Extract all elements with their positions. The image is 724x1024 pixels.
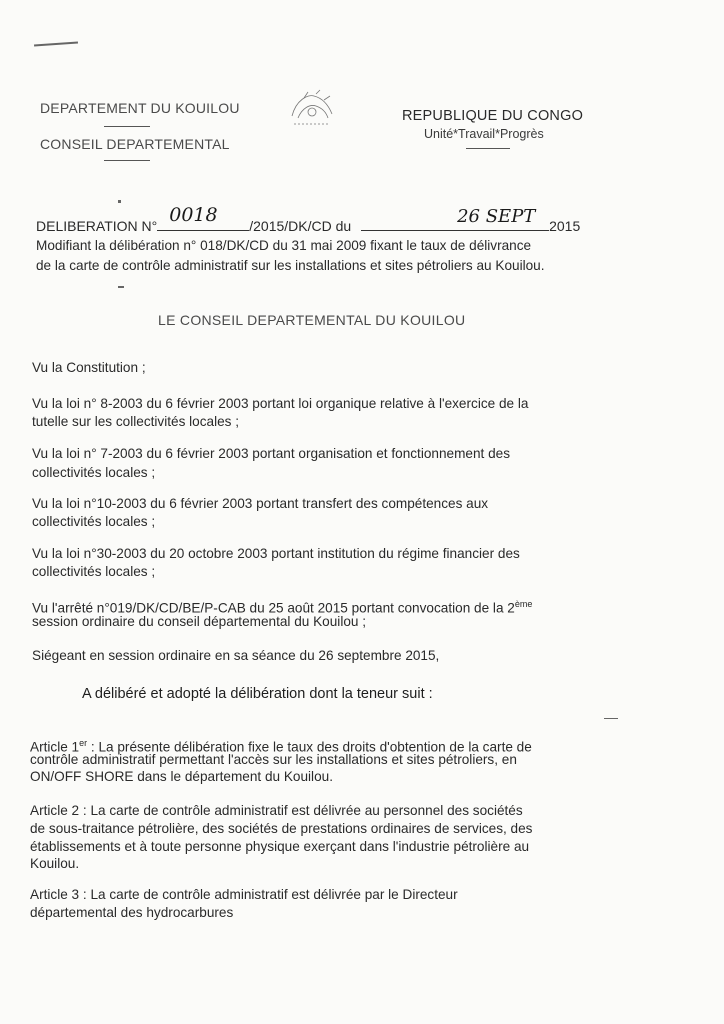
header-rule xyxy=(466,148,510,149)
official-seal-icon xyxy=(284,86,340,130)
visa-loi-8-2003-line-1: Vu la loi n° 8-2003 du 6 février 2003 portant loi organique relative à l'exercice de la xyxy=(32,396,529,411)
visa-loi-10-2003-line-2: collectivités locales ; xyxy=(32,514,156,529)
subject-line-1: Modifiant la délibération n° 018/DK/CD du 31 mai 2009 fixant le taux de délivrance xyxy=(36,238,532,253)
handwritten-date: 26 SEPT xyxy=(457,206,536,227)
scan-mark xyxy=(604,718,618,719)
scan-mark xyxy=(118,200,121,203)
handwritten-number: 0018 xyxy=(169,204,218,226)
article-1-suffix: er xyxy=(79,738,88,748)
department-name: DEPARTEMENT DU KOUILOU xyxy=(40,100,240,116)
article-2-line-3: établissements et à toute personne physique exerçant dans l'industrie pétrolière au xyxy=(30,839,530,854)
visa-loi-7-2003-line-2: collectivités locales ; xyxy=(32,465,156,480)
council-title: LE CONSEIL DEPARTEMENTAL DU KOUILOU xyxy=(158,312,466,328)
subject-line-2: de la carte de contrôle administratif sur les installations et sites pétroliers au Kouilou. xyxy=(36,258,545,273)
deliberation-reference xyxy=(36,204,581,234)
reference-middle: /2015/DK/CD du xyxy=(249,218,352,234)
adoption-statement: A délibéré et adopté la délibération dont la teneur suit : xyxy=(82,686,433,702)
national-motto: Unité*Travail*Progrès xyxy=(424,127,544,141)
number-blank xyxy=(157,204,249,231)
scan-mark xyxy=(118,286,124,288)
article-2-label: Article 2 xyxy=(30,803,80,818)
visa-constitution: Vu la Constitution ; xyxy=(32,360,146,375)
header-rule xyxy=(104,160,150,161)
header-rule xyxy=(104,126,150,127)
country-name: REPUBLIQUE DU CONGO xyxy=(402,108,584,124)
article-2-line-1 xyxy=(30,802,523,820)
ordinal-suffix: ème xyxy=(514,599,533,609)
council-name: CONSEIL DEPARTEMENTAL xyxy=(40,136,230,152)
visa-arrete-line-2: session ordinaire du conseil départemental du Kouilou ; xyxy=(32,614,367,629)
scan-mark xyxy=(34,41,78,46)
article-3-label: Article 3 xyxy=(30,887,80,902)
article-2-text-1: : La carte de contrôle administratif est délivrée au personnel des sociétés xyxy=(79,803,523,818)
article-2-line-4: Kouilou. xyxy=(30,856,80,871)
article-1-line-3: ON/OFF SHORE dans le département du Kouilou. xyxy=(30,769,333,784)
visa-loi-7-2003-line-1: Vu la loi n° 7-2003 du 6 février 2003 portant organisation et fonctionnement des xyxy=(32,446,511,461)
article-3-text-1: : La carte de contrôle administratif est délivrée par le Directeur xyxy=(79,887,458,902)
article-3-line-2: départemental des hydrocarbures xyxy=(30,905,234,920)
visa-arrete-text: Vu l'arrêté n°019/DK/CD/BE/P-CAB du 25 août 2015 portant convocation de la 2 xyxy=(32,600,515,616)
visa-loi-30-2003-line-2: collectivités locales ; xyxy=(32,564,156,579)
article-3-line-1 xyxy=(30,886,458,904)
article-1-label: Article 1 xyxy=(30,739,80,755)
visa-loi-10-2003-line-1: Vu la loi n°10-2003 du 6 février 2003 portant transfert des compétences aux xyxy=(32,496,489,511)
article-2-line-2: de sous-traitance pétrolière, des sociétés de prestations ordinaires de services, des xyxy=(30,821,533,836)
article-1-text-1: : La présente délibération fixe le taux des droits d'obtention de la carte de xyxy=(87,739,532,755)
visa-loi-8-2003-line-2: tutelle sur les collectivités locales ; xyxy=(32,414,240,429)
reference-prefix: DELIBERATION N° xyxy=(36,218,158,234)
visa-loi-30-2003-line-1: Vu la loi n°30-2003 du 20 octobre 2003 portant institution du régime financier des xyxy=(32,546,520,561)
session-statement: Siégeant en session ordinaire en sa séance du 26 septembre 2015, xyxy=(32,648,440,663)
date-blank xyxy=(361,206,549,231)
reference-year: 2015 xyxy=(549,218,581,234)
article-1-line-2: contrôle administratif permettant l'accès sur les installations et sites pétroliers, en xyxy=(30,752,517,767)
